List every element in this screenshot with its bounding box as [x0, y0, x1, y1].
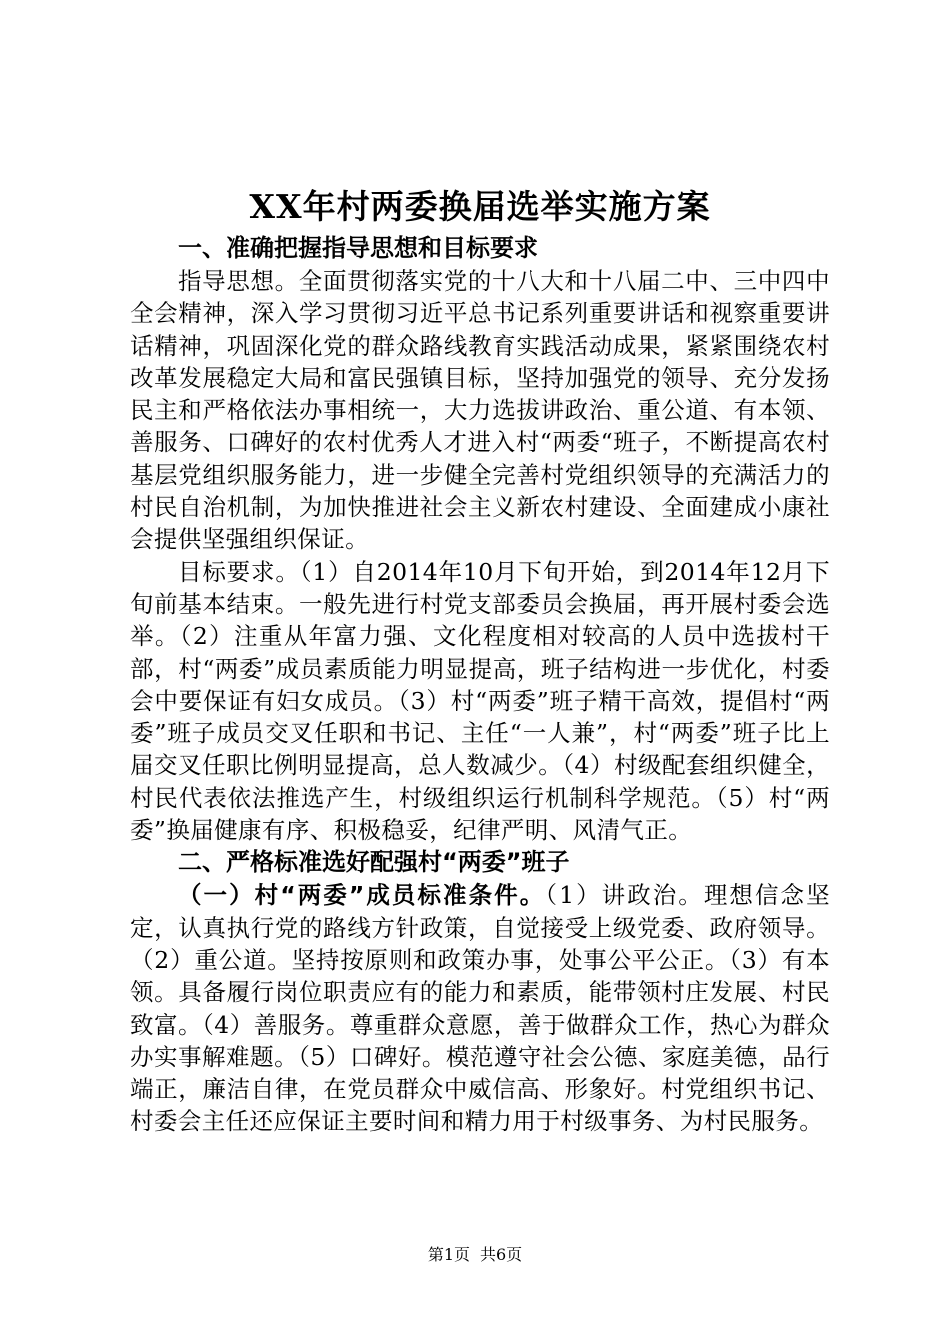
- section-heading-2: 二、严格标准选好配强村“两委”班子: [178, 848, 570, 877]
- page-footer: [0, 1244, 950, 1266]
- paragraph-goals: 目标要求。（1）自2014年10月下旬开始，到2014年12月下旬前基本结束。一般先进行村党支部委员会换届，再开展村委会选举。（2）注重从年富力强、文化程度相对较高的人员中选拔村干部，村“两委”成员素质能力明显提高，班子结构进一步优化，村委会中要保证有妇女成员。（3）村“两委”班子精干高效，提倡村“两委”班子成员交叉任职和书记、主任“一人兼”，村“两委”班子比上届交叉任职比例明显提高，总人数减少。（4）村级配套组织健全，村民代表依法推选产生，村级组织运行机制科学规范。（5）村“两委”换届健康有序、积极稳妥，纪律严明、风清气正。: [130, 557, 830, 845]
- section-heading-1: 一、准确把握指导思想和目标要求: [178, 234, 538, 262]
- page-total: 共6页: [480, 1245, 523, 1264]
- document-body: [130, 232, 830, 1138]
- page-number: 第1页: [427, 1245, 470, 1264]
- paragraph-member-criteria: [130, 879, 830, 1137]
- document-page: [130, 0, 830, 1344]
- document-title: XX年村两委换届选举实施方案: [249, 187, 711, 226]
- paragraph-guiding-ideology: 指导思想。全面贯彻落实党的十八大和十八届二中、三中四中全会精神，深入学习贯彻习近平总书记系列重要讲话和视察重要讲话精神，巩固深化党的群众路线教育实践活动成果，紧紧围绕农村改革发展稳定大局和富民强镇目标，坚持加强党的领导、充分发扬民主和严格依法办事相统一，大力选拔讲政治、重公道、有本领、善服务、口碑好的农村优秀人才进入村“两委“班子，不断提高农村基层党组织服务能力，进一步健全完善村党组织领导的充满活力的村民自治机制，为加快推进社会主义新农村建设、全面建成小康社会提供坚强组织保证。: [130, 267, 830, 554]
- paragraph-lead: （一）村“两委”成员标准条件。: [178, 881, 546, 910]
- paragraph-body: （1）讲政治。理想信念坚定，认真执行党的路线方针政策，自觉接受上级党委、政府领导。（2）重公道。坚持按原则和政策办事，处事公平公正。（3）有本领。具备履行岗位职责应有的能力和素质，能带领村庄发展、村民致富。（4）善服务。尊重群众意愿，善于做群众工作，热心为群众办实事解难题。（5）口碑好。模范遵守社会公德、家庭美德，品行端正，廉洁自律，在党员群众中威信高、形象好。村党组织书记、村委会主任还应保证主要时间和精力用于村级事务、为村民服务。: [130, 881, 830, 1136]
